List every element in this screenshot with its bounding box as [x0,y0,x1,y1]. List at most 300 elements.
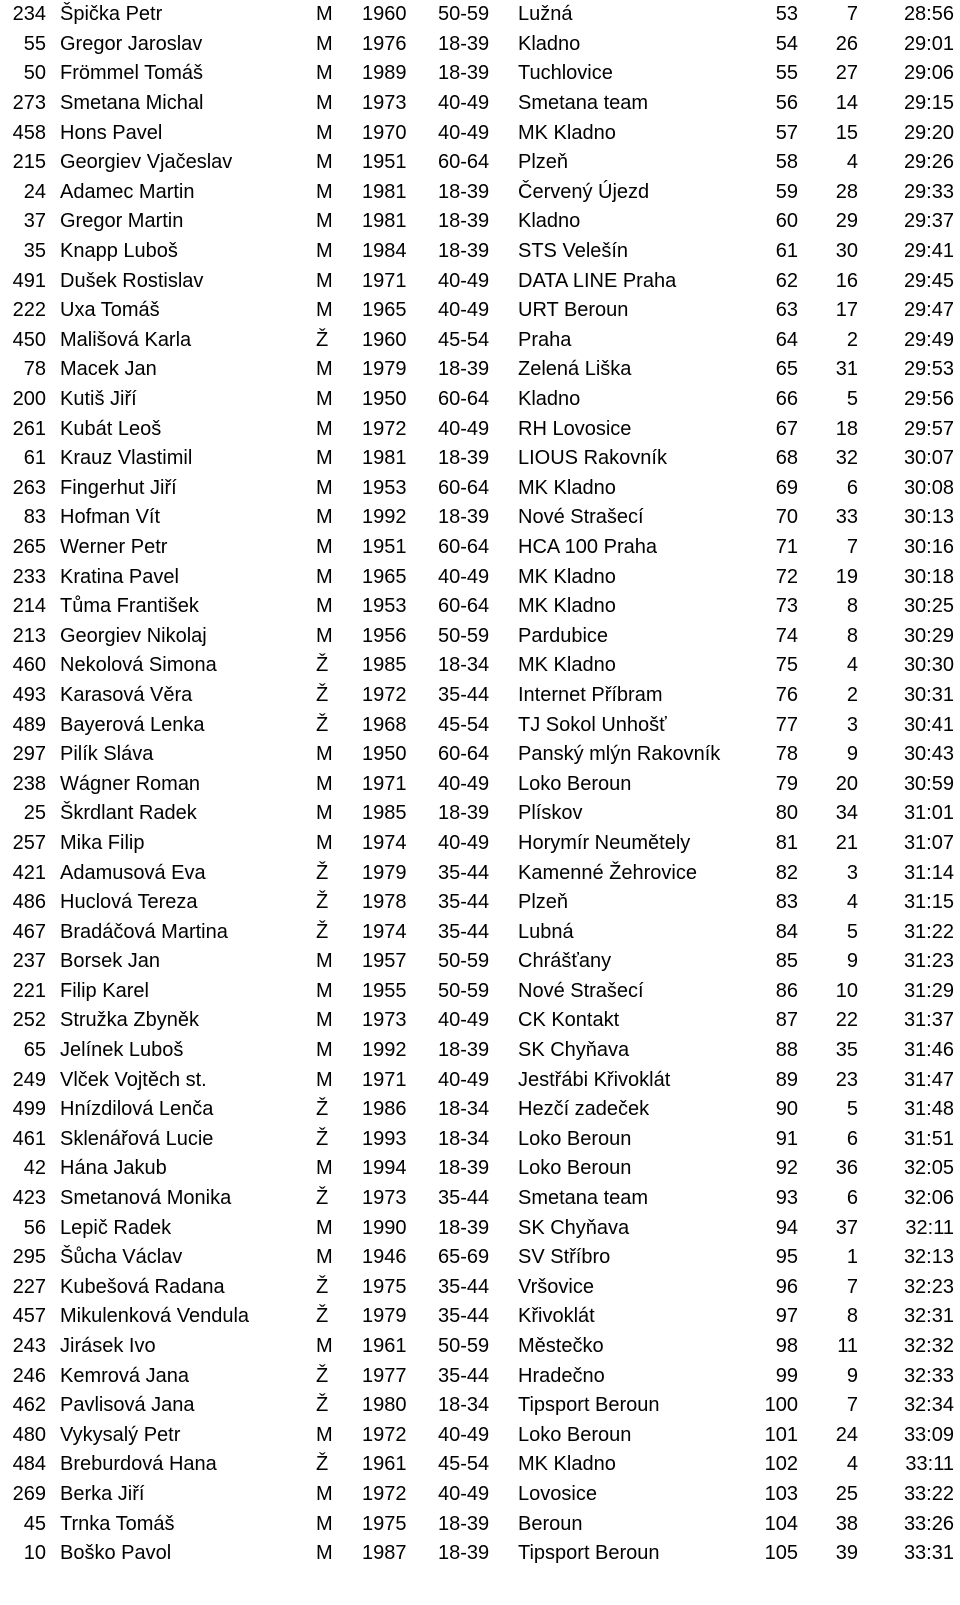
age-category: 18-39 [438,240,490,263]
finish-time: 32:11 [905,1216,954,1239]
table-row [0,503,960,533]
runner-name: Hons Pavel [60,121,163,144]
table-row [0,207,960,237]
overall-place: 95 [775,1246,798,1269]
club: SV Stříbro [518,1246,611,1269]
overall-place: 65 [775,358,798,381]
overall-place: 105 [764,1542,798,1565]
finish-time: 30:30 [903,654,954,677]
sex: M [316,92,333,115]
overall-place: 102 [764,1453,798,1476]
finish-time: 33:22 [903,1482,954,1505]
runner-name: Adamec Martin [60,180,195,203]
bib-number: 233 [12,565,46,588]
sex: M [316,565,333,588]
category-place: 4 [846,891,858,914]
club: Křivoklát [518,1305,595,1328]
category-place: 3 [846,861,858,884]
club: Lovosice [518,1482,597,1505]
overall-place: 86 [775,979,798,1002]
sex: M [316,240,333,263]
club: Smetana team [518,92,649,115]
club: Nové Strašecí [518,506,644,529]
age-category: 40-49 [438,1482,490,1505]
finish-time: 32:13 [903,1246,954,1269]
overall-place: 61 [775,240,798,263]
sex: M [316,1512,333,1535]
table-row [0,1539,960,1569]
birth-year: 1980 [362,1394,407,1417]
overall-place: 60 [775,210,798,233]
bib-number: 265 [12,535,46,558]
sex: M [316,269,333,292]
birth-year: 1972 [362,683,407,706]
overall-place: 81 [775,831,798,854]
runner-name: Kemrová Jana [60,1364,189,1387]
category-place: 28 [835,180,858,203]
bib-number: 215 [12,151,46,174]
table-row [0,237,960,267]
runner-name: Vykysalý Petr [60,1423,181,1446]
age-category: 50-59 [438,950,490,973]
birth-year: 1985 [362,654,407,677]
table-row [0,681,960,711]
bib-number: 234 [12,3,46,26]
category-place: 22 [835,1009,858,1032]
runner-name: Wágner Roman [60,772,201,795]
runner-name: Kratina Pavel [60,565,179,588]
category-place: 9 [846,743,858,766]
club: Plískov [518,802,583,825]
table-row [0,59,960,89]
age-category: 18-39 [438,62,490,85]
category-place: 4 [846,654,858,677]
category-place: 1 [846,1246,858,1269]
overall-place: 75 [775,654,798,677]
sex: Ž [316,1305,329,1328]
club: LIOUS Rakovník [518,447,667,470]
overall-place: 68 [775,447,798,470]
club: Kamenné Žehrovice [518,861,697,884]
club: Plzeň [518,151,569,174]
category-place: 30 [835,240,858,263]
birth-year: 1968 [362,713,407,736]
age-category: 45-54 [438,713,490,736]
sex: M [316,1157,333,1180]
table-row [0,1391,960,1421]
overall-place: 87 [775,1009,798,1032]
runner-name: Šůcha Václav [60,1246,183,1269]
sex: Ž [316,920,329,943]
sex: M [316,417,333,440]
category-place: 2 [846,328,858,351]
runner-name: Stružka Zbyněk [60,1009,199,1032]
age-category: 45-54 [438,1453,490,1476]
bib-number: 24 [23,180,46,203]
overall-place: 74 [775,624,798,647]
age-category: 50-59 [438,979,490,1002]
runner-name: Macek Jan [60,358,157,381]
birth-year: 1960 [362,3,407,26]
finish-time: 31:46 [903,1039,954,1062]
table-row [0,562,960,592]
bib-number: 214 [12,595,46,618]
birth-year: 1993 [362,1127,407,1150]
birth-year: 1951 [362,151,407,174]
birth-year: 1972 [362,417,407,440]
category-place: 25 [835,1482,858,1505]
runner-name: Trnka Tomáš [60,1512,175,1535]
table-row [0,1421,960,1451]
age-category: 40-49 [438,1068,490,1091]
sex: Ž [316,1187,329,1210]
overall-place: 92 [775,1157,798,1180]
bib-number: 10 [23,1542,46,1565]
overall-place: 91 [775,1127,798,1150]
bib-number: 249 [12,1068,46,1091]
finish-time: 29:45 [903,269,954,292]
overall-place: 71 [775,535,798,558]
runner-name: Škrdlant Radek [60,802,197,825]
category-place: 34 [835,802,858,825]
category-place: 6 [846,1187,858,1210]
category-place: 15 [835,121,858,144]
finish-time: 29:33 [903,180,954,203]
table-row [0,1065,960,1095]
sex: M [316,121,333,144]
birth-year: 1981 [362,447,407,470]
category-place: 8 [846,595,858,618]
club: Kladno [518,388,581,411]
category-place: 20 [835,772,858,795]
age-category: 40-49 [438,565,490,588]
bib-number: 484 [12,1453,46,1476]
club: Plzeň [518,891,569,914]
finish-time: 29:57 [903,417,954,440]
birth-year: 1985 [362,802,407,825]
birth-year: 1992 [362,506,407,529]
overall-place: 83 [775,891,798,914]
category-place: 9 [846,1364,858,1387]
table-row [0,799,960,829]
category-place: 36 [835,1157,858,1180]
bib-number: 489 [12,713,46,736]
club: MK Kladno [518,654,616,677]
club: Zelená Liška [518,358,632,381]
sex: M [316,1542,333,1565]
table-row [0,1361,960,1391]
overall-place: 64 [775,328,798,351]
runner-name: Berka Jiří [60,1482,145,1505]
age-category: 45-54 [438,328,490,351]
overall-place: 88 [775,1039,798,1062]
sex: Ž [316,683,329,706]
table-row [0,266,960,296]
birth-year: 1951 [362,535,407,558]
overall-place: 104 [764,1512,798,1535]
table-row [0,1154,960,1184]
finish-time: 29:49 [903,328,954,351]
bib-number: 460 [12,654,46,677]
overall-place: 103 [764,1482,798,1505]
overall-place: 85 [775,950,798,973]
finish-time: 31:47 [903,1068,954,1091]
sex: M [316,1039,333,1062]
finish-time: 30:29 [903,624,954,647]
bib-number: 297 [12,743,46,766]
table-row [0,1125,960,1155]
category-place: 23 [835,1068,858,1091]
bib-number: 45 [23,1512,46,1535]
runner-name: Fingerhut Jiří [60,476,177,499]
table-row [0,651,960,681]
finish-time: 29:47 [903,299,954,322]
club: Loko Beroun [518,1127,632,1150]
overall-place: 84 [775,920,798,943]
category-place: 39 [835,1542,858,1565]
bib-number: 238 [12,772,46,795]
sex: Ž [316,1127,329,1150]
overall-place: 62 [775,269,798,292]
birth-year: 1955 [362,979,407,1002]
club: Loko Beroun [518,1423,632,1446]
birth-year: 1970 [362,121,407,144]
sex: Ž [316,1275,329,1298]
finish-time: 31:01 [903,802,954,825]
finish-time: 33:11 [905,1453,954,1476]
birth-year: 1989 [362,62,407,85]
runner-name: Tůma František [60,595,199,618]
sex: M [316,624,333,647]
finish-time: 29:06 [903,62,954,85]
birth-year: 1965 [362,299,407,322]
club: Horymír Neumětely [518,831,691,854]
finish-time: 31:37 [903,1009,954,1032]
table-row [0,178,960,208]
overall-place: 96 [775,1275,798,1298]
overall-place: 78 [775,743,798,766]
category-place: 7 [846,1275,858,1298]
birth-year: 1960 [362,328,407,351]
sex: M [316,1246,333,1269]
birth-year: 1975 [362,1512,407,1535]
birth-year: 1973 [362,1009,407,1032]
club: Panský mlýn Rakovník [518,743,721,766]
age-category: 60-64 [438,595,490,618]
club: Loko Beroun [518,772,632,795]
birth-year: 1973 [362,92,407,115]
club: Červený Újezd [518,180,650,203]
finish-time: 31:15 [903,891,954,914]
club: Vršovice [518,1275,594,1298]
runner-name: Karasová Věra [60,683,193,706]
age-category: 60-64 [438,151,490,174]
category-place: 14 [835,92,858,115]
runner-name: Kubát Leoš [60,417,162,440]
bib-number: 421 [12,861,46,884]
runner-name: Breburdová Hana [60,1453,217,1476]
table-row [0,1480,960,1510]
club: Tipsport Beroun [518,1542,660,1565]
birth-year: 1987 [362,1542,407,1565]
overall-place: 77 [775,713,798,736]
bib-number: 261 [12,417,46,440]
category-place: 26 [835,32,858,55]
age-category: 18-39 [438,1216,490,1239]
finish-time: 30:08 [903,476,954,499]
table-row [0,829,960,859]
finish-time: 30:59 [903,772,954,795]
runner-name: Kutiš Jiří [60,388,137,411]
overall-place: 79 [775,772,798,795]
birth-year: 1953 [362,476,407,499]
club: Pardubice [518,624,609,647]
finish-time: 30:16 [903,535,954,558]
age-category: 18-39 [438,802,490,825]
overall-place: 93 [775,1187,798,1210]
finish-time: 32:23 [903,1275,954,1298]
runner-name: Knapp Luboš [60,240,178,263]
birth-year: 1974 [362,920,407,943]
age-category: 60-64 [438,743,490,766]
runner-name: Werner Petr [60,535,168,558]
bib-number: 227 [12,1275,46,1298]
finish-time: 30:41 [903,713,954,736]
sex: M [316,950,333,973]
sex: M [316,772,333,795]
table-row [0,474,960,504]
runner-name: Pilík Sláva [60,743,154,766]
table-row [0,1450,960,1480]
finish-time: 31:14 [903,861,954,884]
bib-number: 252 [12,1009,46,1032]
age-category: 60-64 [438,476,490,499]
category-place: 4 [846,1453,858,1476]
finish-time: 29:37 [903,210,954,233]
bib-number: 61 [23,447,46,470]
bib-number: 273 [12,92,46,115]
bib-number: 491 [12,269,46,292]
bib-number: 480 [12,1423,46,1446]
birth-year: 1984 [362,240,407,263]
category-place: 7 [846,3,858,26]
club: Praha [518,328,572,351]
category-place: 35 [835,1039,858,1062]
runner-name: Hofman Vít [60,506,161,529]
table-row [0,858,960,888]
category-place: 24 [835,1423,858,1446]
overall-place: 97 [775,1305,798,1328]
runner-name: Bayerová Lenka [60,713,205,736]
overall-place: 76 [775,683,798,706]
table-row [0,888,960,918]
club: Městečko [518,1335,604,1358]
runner-name: Jelínek Luboš [60,1039,184,1062]
birth-year: 1981 [362,180,407,203]
bib-number: 499 [12,1098,46,1121]
birth-year: 1981 [362,210,407,233]
category-place: 8 [846,1305,858,1328]
age-category: 50-59 [438,624,490,647]
overall-place: 82 [775,861,798,884]
category-place: 18 [835,417,858,440]
bib-number: 50 [23,62,46,85]
finish-time: 29:20 [903,121,954,144]
club: SK Chyňava [518,1039,630,1062]
finish-time: 32:32 [903,1335,954,1358]
sex: M [316,831,333,854]
runner-name: Boško Pavol [60,1542,172,1565]
category-place: 17 [835,299,858,322]
runner-name: Nekolová Simona [60,654,217,677]
bib-number: 461 [12,1127,46,1150]
category-place: 21 [835,831,858,854]
finish-time: 30:43 [903,743,954,766]
sex: Ž [316,328,329,351]
category-place: 5 [846,388,858,411]
table-row [0,592,960,622]
age-category: 18-34 [438,1394,490,1417]
category-place: 29 [835,210,858,233]
birth-year: 1961 [362,1453,407,1476]
runner-name: Lepič Radek [60,1216,172,1239]
club: Beroun [518,1512,583,1535]
birth-year: 1976 [362,32,407,55]
sex: M [316,1423,333,1446]
finish-time: 31:22 [903,920,954,943]
overall-place: 59 [775,180,798,203]
club: MK Kladno [518,476,616,499]
finish-time: 30:25 [903,595,954,618]
sex: M [316,802,333,825]
club: Hezčí zadeček [518,1098,650,1121]
finish-time: 29:01 [903,32,954,55]
runner-name: Špička Petr [60,3,163,26]
finish-time: 31:51 [903,1127,954,1150]
club: Kladno [518,210,581,233]
sex: M [316,535,333,558]
club: Loko Beroun [518,1157,632,1180]
bib-number: 237 [12,950,46,973]
club: MK Kladno [518,121,616,144]
table-row [0,89,960,119]
sex: M [316,595,333,618]
table-row [0,1332,960,1362]
club: Internet Příbram [518,683,663,706]
finish-time: 31:48 [903,1098,954,1121]
bib-number: 37 [23,210,46,233]
category-place: 32 [835,447,858,470]
sex: M [316,210,333,233]
sex: M [316,743,333,766]
finish-time: 33:26 [903,1512,954,1535]
age-category: 18-39 [438,32,490,55]
overall-place: 58 [775,151,798,174]
table-row [0,1243,960,1273]
table-row [0,296,960,326]
age-category: 40-49 [438,1009,490,1032]
runner-name: Krauz Vlastimil [60,447,193,470]
age-category: 35-44 [438,891,490,914]
sex: M [316,506,333,529]
birth-year: 1990 [362,1216,407,1239]
birth-year: 1957 [362,950,407,973]
overall-place: 66 [775,388,798,411]
table-row [0,1273,960,1303]
bib-number: 25 [23,802,46,825]
runner-name: Borsek Jan [60,950,161,973]
bib-number: 222 [12,299,46,322]
